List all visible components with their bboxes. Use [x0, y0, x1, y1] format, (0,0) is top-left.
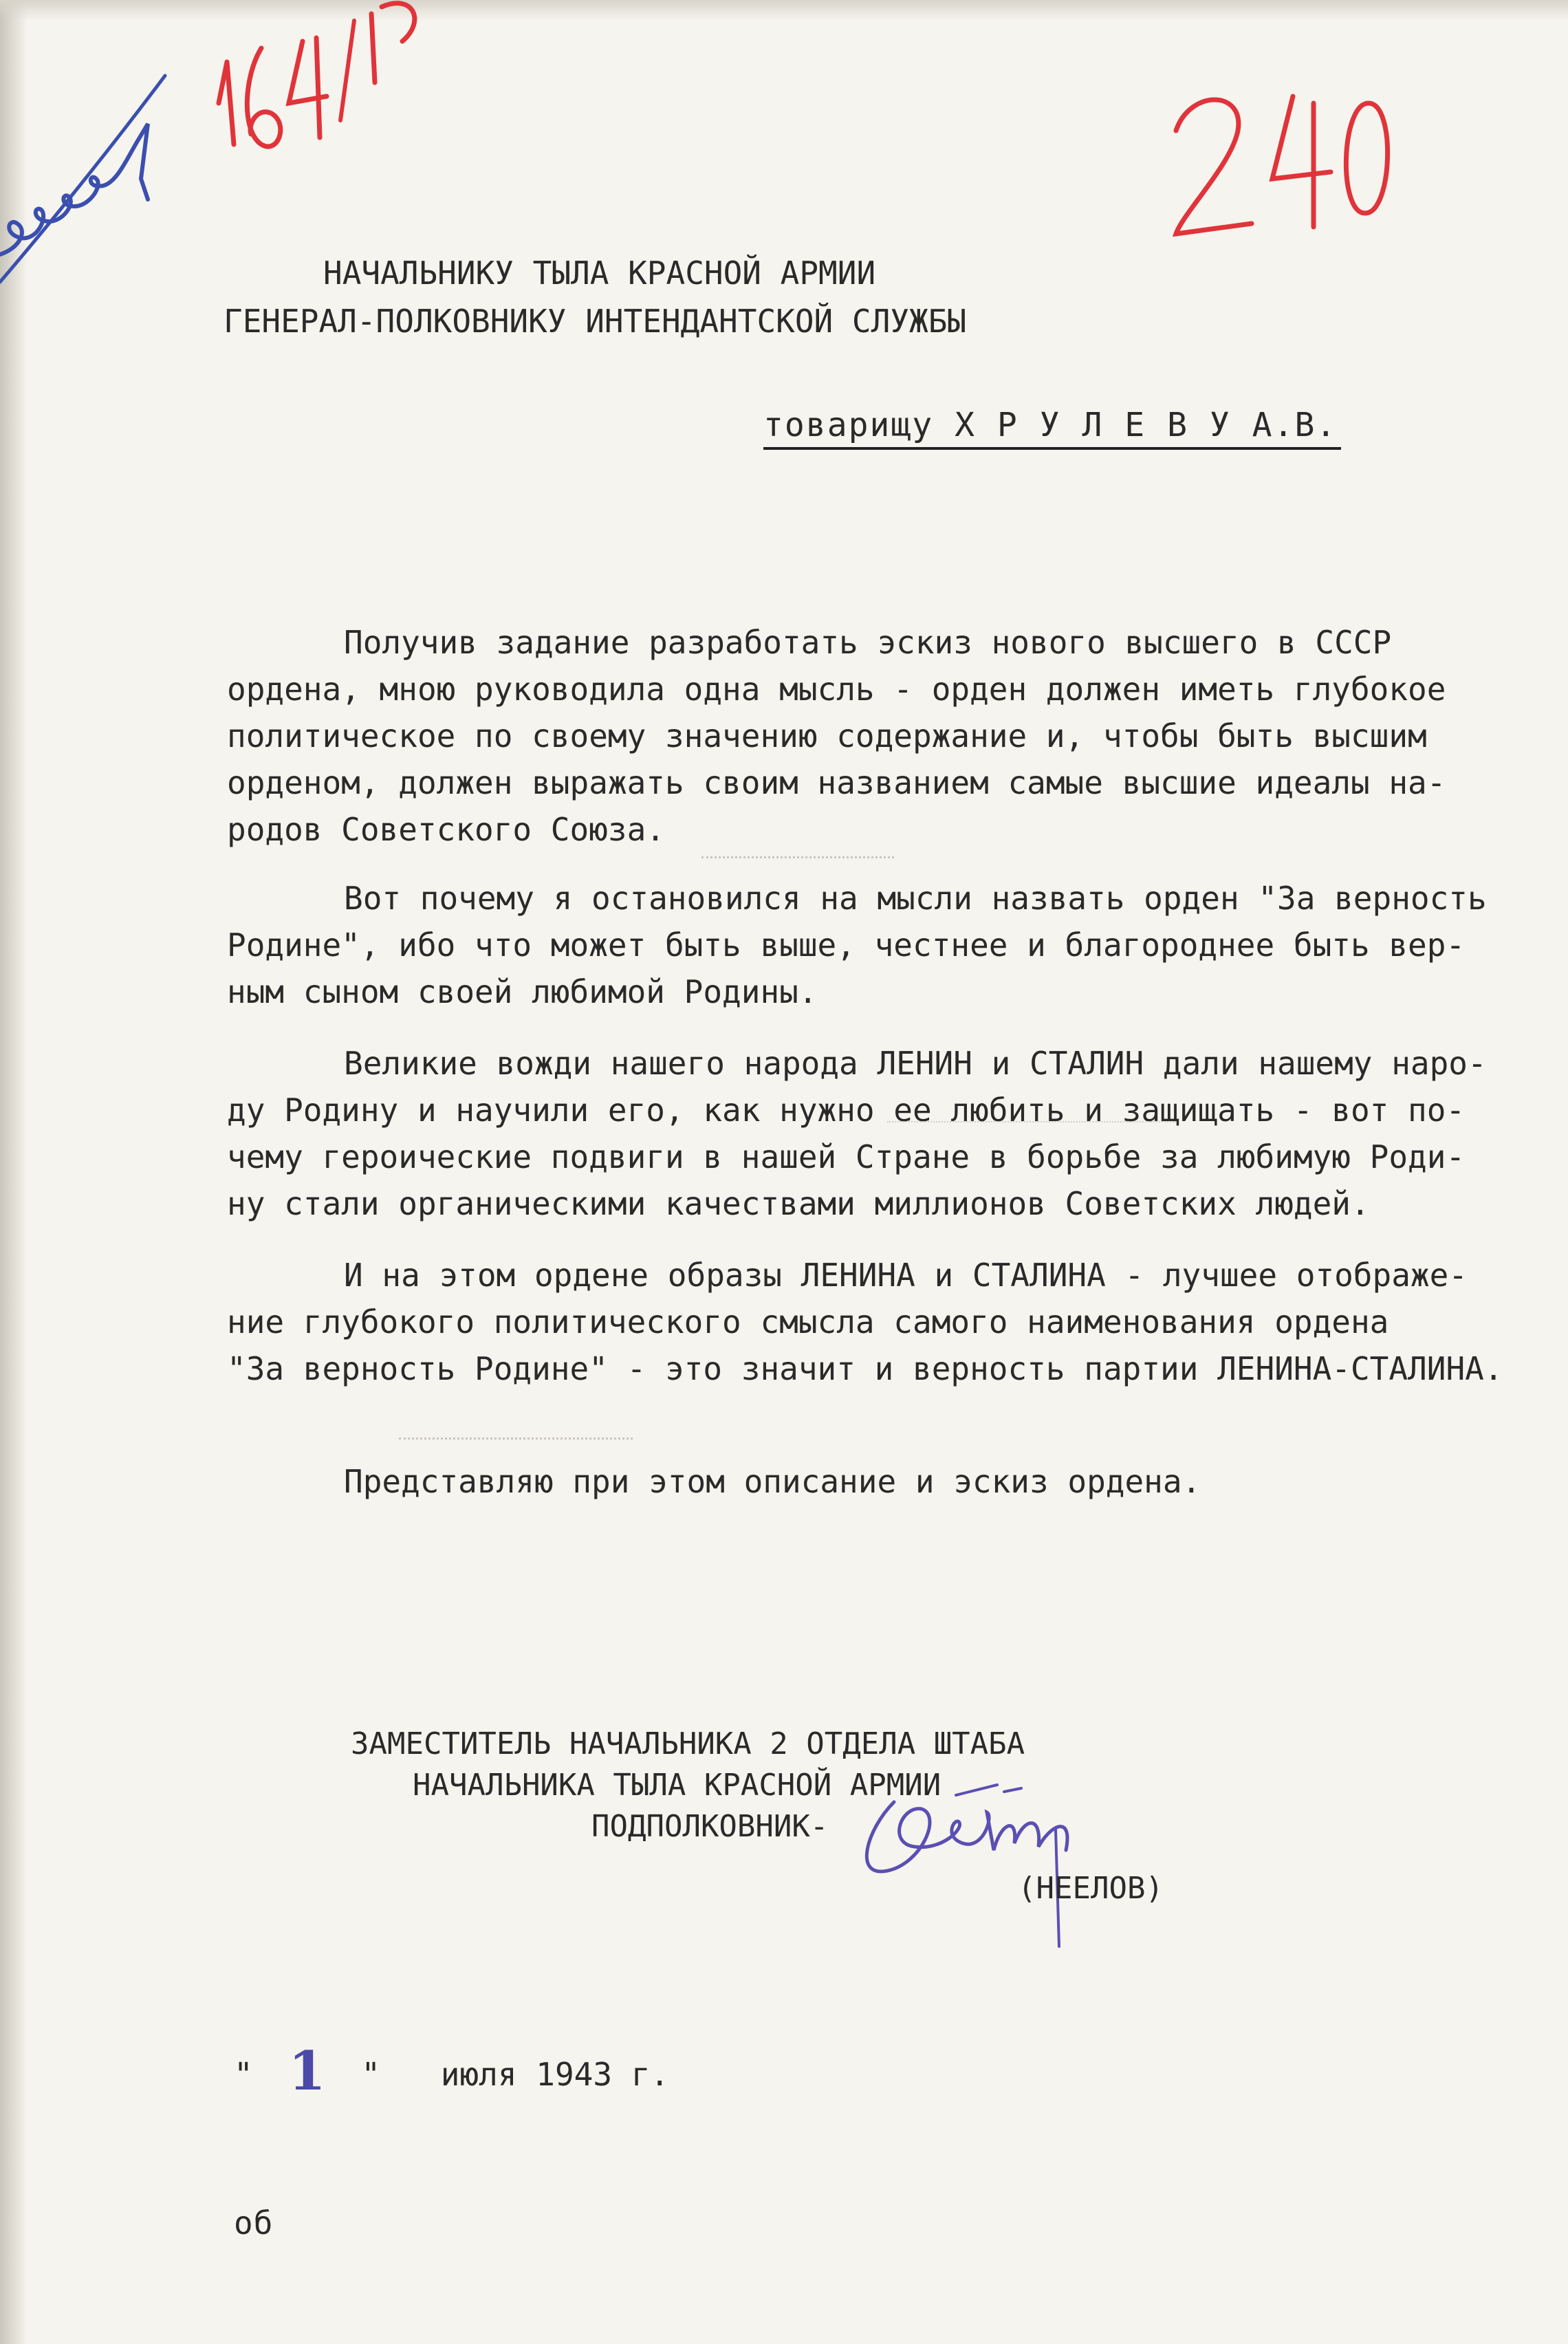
paper-blemish: [399, 1437, 633, 1440]
paper-blemish: [701, 856, 894, 858]
body-line: ну стали органическими качествами миллионов Советских людей.: [227, 1185, 1370, 1222]
signature-title-1: ЗАМЕСТИТЕЛЬ НАЧАЛЬНИКА 2 ОТДЕЛА ШТАБА: [351, 1726, 1025, 1761]
footer-code: об: [234, 2204, 274, 2242]
body-line: И на этом ордене образы ЛЕНИНА и СТАЛИНА - лучшее отображе-: [344, 1257, 1468, 1294]
body-line: ным сыном своей любимой Родины.: [227, 973, 818, 1010]
addressee-line-1: НАЧАЛЬНИКУ ТЫЛА КРАСНОЙ АРМИИ: [323, 254, 876, 292]
body-line: политическое по своему значению содержание и, чтобы быть высшим: [227, 717, 1427, 755]
body-line: Родине", ибо что может быть выше, честнее и благороднее быть вер-: [227, 926, 1466, 964]
addressee-line-2: ГЕНЕРАЛ-ПОЛКОВНИКУ ИНТЕНДАНТСКОЙ СЛУЖБЫ: [224, 303, 967, 340]
paragraph-5: Представляю при этом описание и эскиз ордена.: [344, 1463, 1201, 1500]
body-line: орденом, должен выражать своим названием самые высшие идеалы на-: [227, 764, 1446, 801]
pencil-note-handwriting: [0, 76, 165, 303]
body-line: ние глубокого политического смысла самого наименования ордена: [227, 1303, 1389, 1341]
date-day-handwritten: 1: [288, 2040, 326, 2103]
body-line: родов Советского Союза.: [227, 811, 665, 848]
body-line: Великие вожди нашего народа ЛЕНИН и СТАЛИН дали нашему наро-: [344, 1045, 1487, 1082]
body-line: ду Родину и научили его, как нужно ее любить и защищать - вот по-: [227, 1092, 1466, 1129]
body-line: чему героические подвиги в нашей Стране в борьбе за любимую Роди-: [227, 1138, 1466, 1175]
date-line: [234, 2036, 670, 2103]
addressee-underline: [763, 447, 1341, 450]
date-close-quote: ": [361, 2056, 381, 2093]
paper-blemish: [887, 1121, 1176, 1122]
date-open-quote: ": [234, 2056, 253, 2093]
body-line: "За верность Родине" - это значит и верность партии ЛЕНИНА-СТАЛИНА.: [227, 1350, 1503, 1387]
date-text: июля 1943 г.: [440, 2056, 670, 2093]
signatory-name: (НЕЕЛОВ): [1018, 1871, 1164, 1906]
body-line: ордена, мною руководила одна мысль - орден должен иметь глубокое: [227, 671, 1446, 708]
signature-title-2: НАЧАЛЬНИКА ТЫЛА КРАСНОЙ АРМИИ: [413, 1768, 941, 1803]
red-number-top: [206, 0, 433, 165]
handwritten-signature: [846, 1775, 1135, 1953]
body-line: Вот почему я остановился на мысли назвать орден "За верность: [344, 880, 1487, 917]
page-edge-shadow: [0, 0, 28, 2344]
addressee-name: товарищу Х Р У Л Е В У А.В.: [763, 406, 1338, 444]
body-line: Получив задание разработать эскиз нового высшего в СССР: [344, 624, 1392, 661]
signature-rank: ПОДПОЛКОВНИК-: [591, 1809, 829, 1844]
red-number-right: [1162, 76, 1396, 241]
